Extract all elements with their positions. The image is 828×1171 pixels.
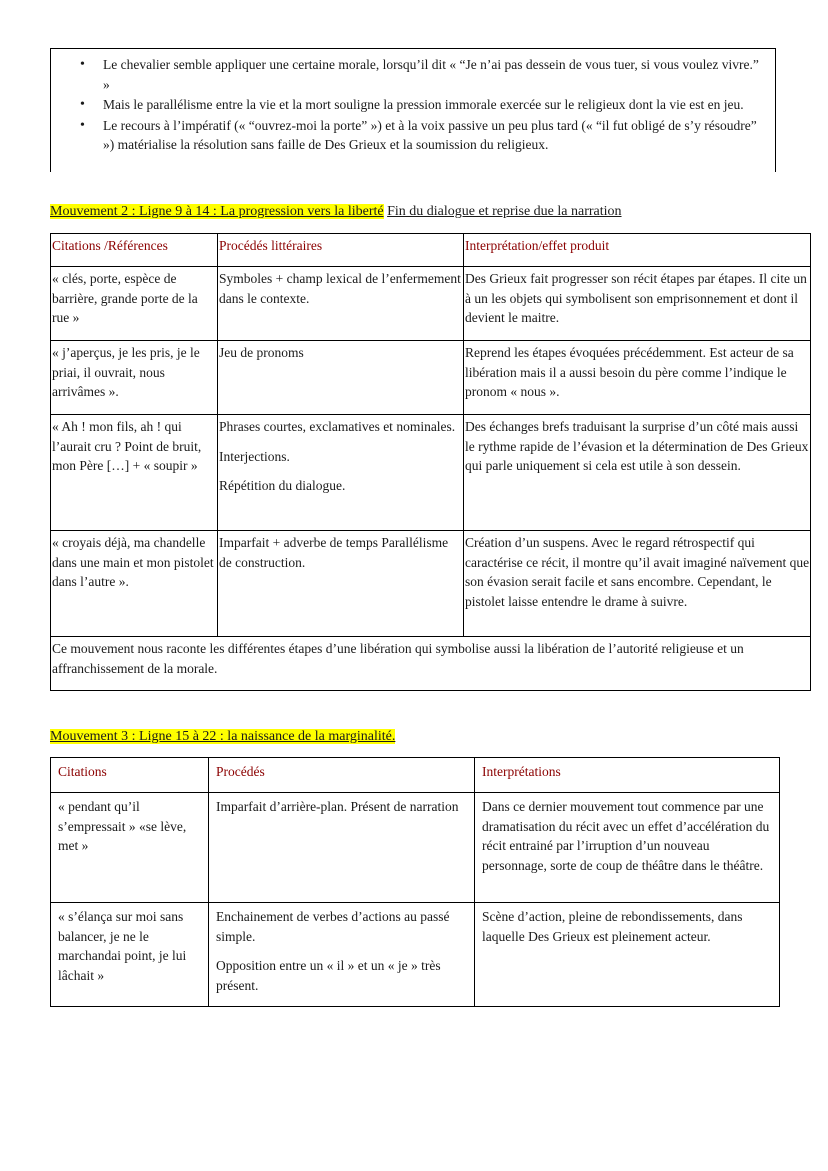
procede-text: Imparfait d’arrière-plan. Présent de narration	[216, 799, 459, 814]
movement2-header-row	[51, 234, 811, 267]
procedes-cell	[209, 903, 475, 1007]
procede-text: Opposition entre un « il » et un « je » très présent.	[216, 958, 441, 993]
summary-cell: Ce mouvement nous raconte les différentes étapes d’une libération qui symbolise aussi la libération de l’autorité religieuse et un affranchissement de la morale.	[51, 637, 811, 691]
procedes-cell	[218, 267, 464, 341]
table-row	[51, 903, 780, 1007]
table-row	[51, 267, 811, 341]
table-row	[51, 341, 811, 415]
procedes-cell	[218, 531, 464, 637]
intro-bullet: • Le recours à l’impératif (« “ouvrez-moi la porte” ») et à la voix passive un peu plus tard (« “il fut obligé de s’y résoudre” ») matérialise la résolution sans faille de Des Grieux et la soumission du religieux.	[103, 116, 765, 155]
procede-text: Symboles + champ lexical de l’enfermement dans le contexte.	[219, 271, 461, 306]
procede-text: Répétition du dialogue.	[219, 478, 346, 493]
interpretation-cell: Dans ce dernier mouvement tout commence par une dramatisation du récit avec un effet d’accélération du récit entrainé par l’irruption d’un nouveau personnage, sorte de coup de théâtre dans le théâtre.	[475, 793, 780, 903]
procedes-cell	[218, 341, 464, 415]
summary-row	[51, 637, 811, 691]
movement3-header-row	[51, 758, 780, 793]
intro-bullet: • Le chevalier semble appliquer une certaine morale, lorsqu’il dit « “Je n’ai pas dessein de vous tuer, si vous voulez vivre.” »	[103, 55, 765, 94]
movement3-table	[50, 757, 780, 1007]
procedes-cell	[218, 415, 464, 531]
procede-text: Imparfait + adverbe de temps Parallélisme de construction.	[219, 535, 449, 570]
column-header: Interprétation/effet produit	[464, 234, 811, 267]
movement2-heading-title: Mouvement 2 : Ligne 9 à 14 : La progression vers la liberté	[50, 204, 384, 219]
column-header: Citations /Références	[51, 234, 218, 267]
citation-cell: « clés, porte, espèce de barrière, grande porte de la rue »	[51, 267, 218, 341]
table-row	[51, 415, 811, 531]
procede-text: Jeu de pronoms	[219, 345, 304, 360]
procedes-cell	[209, 793, 475, 903]
intro-bullet: • Mais le parallélisme entre la vie et la mort souligne la pression immorale exercée sur le religieux dont la vie est en jeu.	[103, 95, 765, 115]
citation-cell: « pendant qu’il s’empressait » «se lève, met »	[51, 793, 209, 903]
procede-text: Interjections.	[219, 448, 290, 464]
citation-cell: « s’élança sur moi sans balancer, je ne le marchandai point, je lui lâchait »	[51, 903, 209, 1007]
intro-box	[50, 48, 776, 172]
procede-text: Enchainement de verbes d’actions au passé simple.	[216, 909, 450, 944]
interpretation-cell: Des Grieux fait progresser son récit étapes par étapes. Il cite un à un les objets qui symbolisent son emprisonnement et dont il devient le maitre.	[464, 267, 811, 341]
table-row	[51, 531, 811, 637]
table-row	[51, 793, 780, 903]
column-header: Procédés littéraires	[218, 234, 464, 267]
interpretation-cell: Scène d’action, pleine de rebondissements, dans laquelle Des Grieux est pleinement acteur.	[475, 903, 780, 1007]
movement3-heading	[50, 728, 395, 746]
movement2-table	[50, 233, 811, 691]
citation-cell: « j’aperçus, je les pris, je le priai, il ouvrait, nous arrivâmes ».	[51, 341, 218, 415]
interpretation-cell: Reprend les étapes évoquées précédemment. Est acteur de sa libération mais il a aussi besoin du père comme l’indique le pronom « nous ».	[464, 341, 811, 415]
interpretation-cell: Des échanges brefs traduisant la surprise d’un côté mais aussi le rythme rapide de l’évasion et la détermination de Des Grieux qui parle uniquement si cela est utile à son dessein.	[464, 415, 811, 531]
movement2-heading-subtitle: Fin du dialogue et reprise due la narration	[387, 204, 622, 219]
movement2-heading	[50, 203, 622, 221]
procede-text: Phrases courtes, exclamatives et nominales.	[219, 419, 456, 434]
column-header: Interprétations	[475, 758, 780, 793]
intro-bullet-list	[51, 49, 775, 155]
column-header: Procédés	[209, 758, 475, 793]
interpretation-cell: Création d’un suspens. Avec le regard rétrospectif qui caractérise ce récit, il montre qu’il avait imaginé naïvement que son évasion serait facile et sans encombre. Cependant, le pistolet laisse entendre le drame à suivre.	[464, 531, 811, 637]
column-header: Citations	[51, 758, 209, 793]
movement3-heading-title: Mouvement 3 : Ligne 15 à 22 : la naissance de la marginalité.	[50, 729, 396, 744]
citation-cell: « croyais déjà, ma chandelle dans une main et mon pistolet dans l’autre ».	[51, 531, 218, 637]
citation-cell: « Ah ! mon fils, ah ! qui l’aurait cru ? Point de bruit, mon Père […] + « soupir »	[51, 415, 218, 531]
